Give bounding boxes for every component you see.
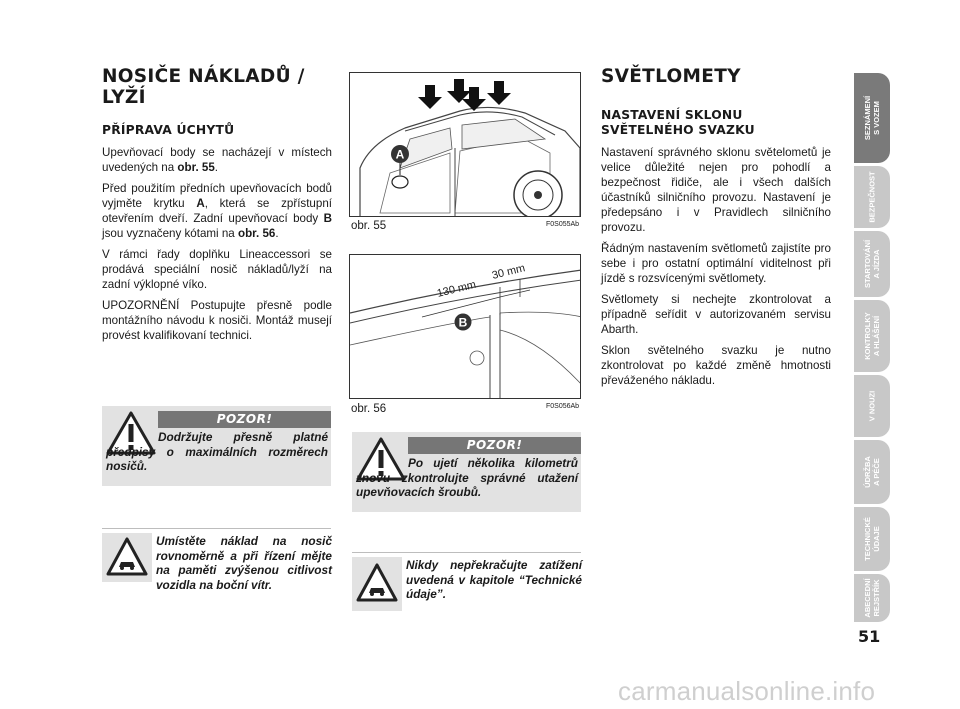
paragraph-notice: UPOZORNĚNÍ Postupujte přesně podle montážního návodu k nosiči. Montáž musejí provést kvalifikovaní technici. <box>102 299 332 342</box>
figure-56-code: F0S056Ab <box>546 403 580 410</box>
figure-56-image <box>349 254 581 399</box>
tab-technicke[interactable]: TECHNICKÉ ÚDAJE <box>854 507 890 571</box>
figure-55-code: F0S055Ab <box>546 221 580 228</box>
tab-rejstrik[interactable]: ABECEDNÍ REJSTŘÍK <box>854 574 890 622</box>
tab-v-nouzi[interactable]: V NOUZI <box>854 375 890 437</box>
page-number: 51 <box>858 627 881 646</box>
paragraph-headlight-3: Světlomety si nechejte zkontrolovat a případně seřídit v autorizovaném servisu Abarth. <box>601 293 831 336</box>
section-title-headlights: SVĚTLOMETY <box>601 66 741 87</box>
car-roof-illustration <box>350 73 581 217</box>
caution-text-load: Nikdy nepřekračujte zatížení uvedená v kapitole “Technické údaje”. <box>406 558 582 601</box>
right-column <box>601 66 831 394</box>
car-caution-icon <box>106 537 148 577</box>
warning-text-bolts: Po ujetí několika kilometrů znovu zkontrolujte správné utažení upevňovacích šroubů. <box>356 456 578 499</box>
tab-kontrolky[interactable]: KONTROLKY A HLÁŠENÍ <box>854 300 890 372</box>
figure-55-caption: obr. 55 <box>351 220 387 232</box>
warning-label-bolts: POZOR! <box>408 437 581 454</box>
figure-55-image <box>349 72 581 217</box>
warning-label: POZOR! <box>158 411 331 428</box>
tab-startovani[interactable]: STARTOVÁNÍ A JÍZDA <box>854 231 890 297</box>
section-title-roof-rack: NOSIČE NÁKLADŮ / LYŽÍ <box>102 66 305 108</box>
tab-udrzba[interactable]: ÚDRŽBA A PÉČE <box>854 440 890 504</box>
left-column <box>102 66 332 349</box>
svg-text:B: B <box>458 315 468 330</box>
paragraph-lineaccessori: V rámci řady doplňku Lineaccessori se prodává speciální nosič nákladů/lyží na zadní výklopné víko. <box>102 248 332 291</box>
paragraph-mount-points: Upevňovací body se nacházejí v místech uvedených na obr. 55. <box>102 146 332 174</box>
caution-text-wind: Umístěte náklad na nosič rovnoměrně a při řízení mějte na paměti zvýšenou citlivost vozidla na boční vítr. <box>156 534 332 592</box>
paragraph-headlight-2: Řádným nastavením světlometů zajistíte pro sebe i pro ostatní optimální viditelnost při jízdě s rozsvícenými světlomety. <box>601 242 831 285</box>
watermark: carmanualsonline.info <box>618 676 876 706</box>
car-caution-icon <box>356 563 398 603</box>
figure-56-caption: obr. 56 <box>351 403 387 415</box>
svg-text:30 mm: 30 mm <box>490 262 527 282</box>
caution-box-wind <box>102 528 331 603</box>
paragraph-front-mounts: Před použitím předních upevňovacích bodů vyjměte krytku A, která se zpřístupní otevřením dveří. Zadní upevňovací body B jsou vyznačeny kótami na obr. 56. <box>102 182 332 240</box>
caution-box-load <box>352 552 581 614</box>
tab-bezpecnost[interactable]: BEZPEČNOST <box>854 166 890 228</box>
subsection-title-mounts: PŘÍPRAVA ÚCHYTŮ <box>102 123 235 137</box>
paragraph-headlight-4: Sklon světelného svazku je nutno zkontrolovat po každé změně hmotnosti převáženého nákladu. <box>601 344 831 387</box>
warning-text-dimensions-body: Dodržujte přesně platné předpisy o maximálních rozměrech nosičů. <box>106 430 328 473</box>
svg-text:A: A <box>395 147 405 162</box>
tab-seznameni[interactable]: SEZNÁMENÍ S VOZEM <box>854 73 890 163</box>
rear-mount-illustration <box>350 255 581 399</box>
subsection-title-beam: NASTAVENÍ SKLONU SVĚTELNÉHO SVAZKU <box>601 108 755 137</box>
paragraph-headlight-1: Nastavení správného sklonu světelometů je velice důležité nejen pro pohodlí a bezpečnost řidiče, ale i všech dalších účastníků silničního provozu. Nastavení je předepsáno i v Pravidlech silničního provozu. <box>601 146 831 234</box>
svg-text:130 mm: 130 mm <box>435 278 478 300</box>
